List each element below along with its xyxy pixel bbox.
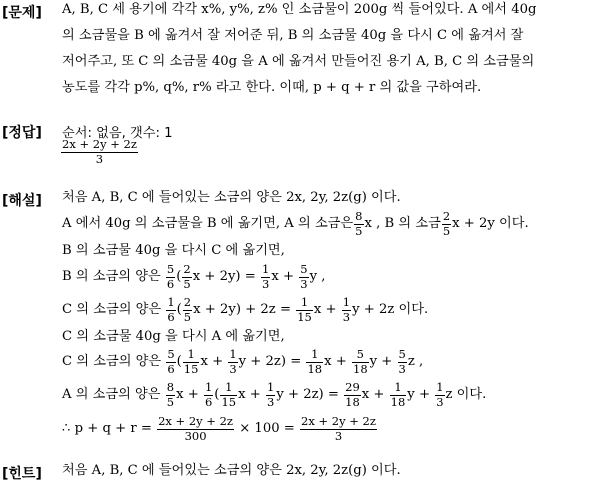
hint-text: 처음 A, B, C 에 들어있는 소금의 양은 2x, 2y, 2z(g) 이다. [62,463,401,478]
problem-line-4: 농도를 각각 p%, q%, r% 라고 한다. 이때, p + q + r 의 값을 구하여라. [62,80,482,95]
fraction-2-5: $\frac{2}{5}$ [442,209,451,238]
answer-numerator: 2x + 2y + 2z [62,137,137,151]
explanation-line-8: A 의 소금의 양은 $\frac{8}{5}$ x + $\frac{1}{6}$ ( $\frac{1}{15}$ x + $\frac{1}{3}$ y + 2z) = $\frac{29}{18}$ x + $\frac{1}{18}$ y + $\frac{1}{3}$ z 이다. [62,380,487,409]
answer-denominator: 3 [95,151,104,166]
explanation-line-9: ∴ p + q + r = $\frac{2x + 2y + 2z}{300}$ × 100 = $\frac{2x + 2y + 2z}{3}$ [62,414,376,443]
answer-label: [정답] [2,125,42,141]
problem-line-2: 의 소금물을 B 에 옮겨서 잘 저어준 뒤, B 의 소금물 40g 을 다시 C 에 옮겨서 잘 [62,28,524,43]
fraction-8-5: $\frac{8}{5}$ [355,209,363,238]
explanation-line-7: C 의 소금의 양은 $\frac{5}{6}$ ( $\frac{1}{15}$ x + $\frac{1}{3}$ y + 2z) = $\frac{1}{18}$ x + $\frac{5}{18}$ y + $\frac{5}{3}$ z , [62,347,424,376]
explanation-line-1: 처음 A, B, C 에 들어있는 소금의 양은 2x, 2y, 2z(g) 이다. [62,190,401,205]
explanation-line-4: B 의 소금의 양은 $\frac{5}{6}$ ( $\frac{2}{5}$ x + 2y) = $\frac{1}{3}$ x + $\frac{5}{3}$ y , [62,262,326,291]
explanation-label: [해설] [2,193,42,209]
explanation-line-3: B 의 소금물 40g 을 다시 C 에 옮기면, [62,243,285,258]
explanation-line-2: A 에서 40g 의 소금물을 B 에 옮기면, A 의 소금은 $\frac{8}{5}$ x , B 의 소금 $\frac{2}{5}$ x + 2y 이다. [62,209,529,238]
problem-line-3: 저어주고, 또 C 의 소금물 40g 을 A 에 옮겨서 만들어진 용기 A, B, C 의 소금물의 [62,54,535,69]
problem-label: [문제] [2,5,42,21]
problem-line-1: A, B, C 세 용기에 각각 x%, y%, z% 인 소금물이 200g 씩 들어있다. A 에서 40g [62,2,537,17]
explanation-line-5: C 의 소금의 양은 $\frac{1}{6}$ ( $\frac{2}{5}$ x + 2y) + 2z = $\frac{1}{15}$ x + $\frac{1}{3}$ y + 2z 이다. [62,295,429,324]
explanation-line-6: C 의 소금물 40g 을 다시 A 에 옮기면, [62,329,285,344]
answer-meta: 순서: 없음, 갯수: 1 [62,126,173,141]
answer-fraction [61,139,138,165]
hint-label: [힌트] [2,466,42,482]
